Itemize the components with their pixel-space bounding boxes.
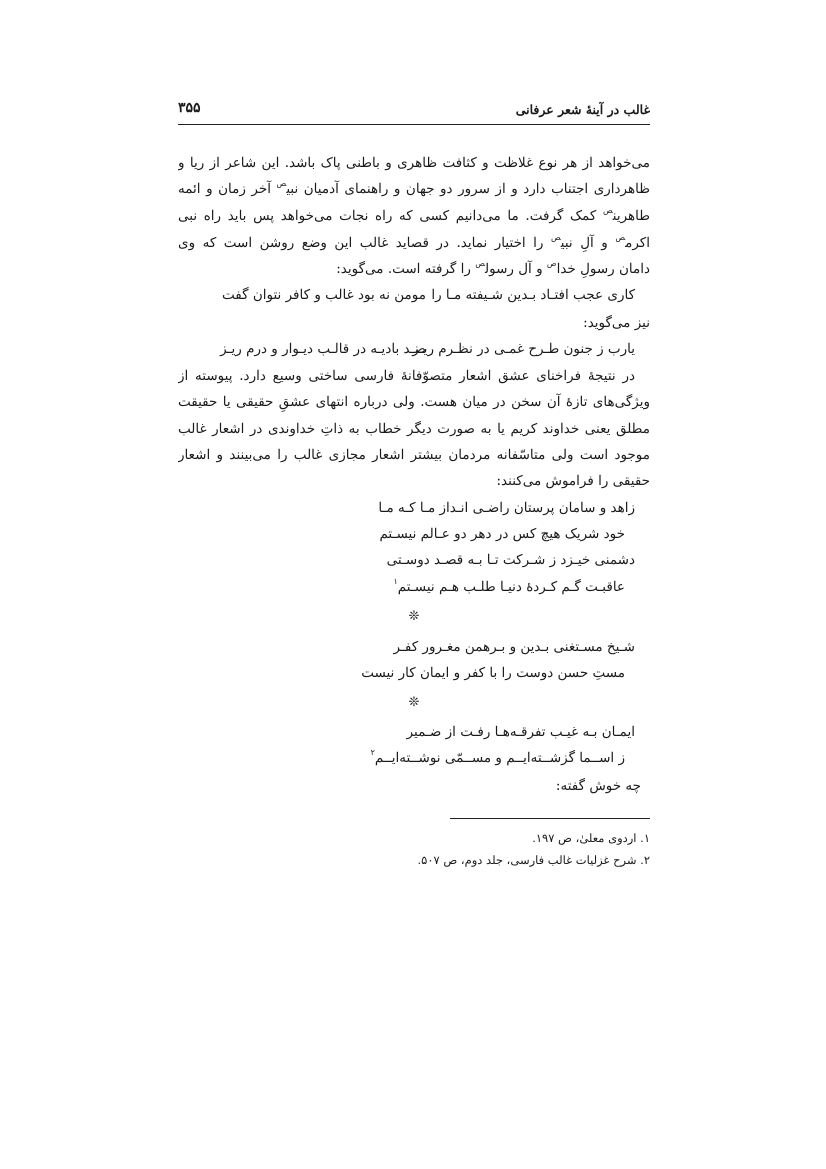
section-separator: ❊ (408, 695, 420, 710)
footnote-rule (450, 818, 650, 819)
poem-line: خود شریک هیچ کس در دهر دو عـالم نیسـتم (379, 526, 625, 542)
verse-hemistich-left: مومن نه بود غالب و کافر نتوان گفت (222, 287, 426, 303)
paragraph-line: مطلق یعنی خداوند کریم یا به صورت دیگر خطاب به ذاتِ خداوندی در اشعار غالب (178, 421, 650, 437)
verse-hemistich-right: کاری عجب افتـاد بـدین شـیفته مـا را (431, 287, 635, 303)
poem-line: ز اســما گزشــته‌ایــم و مســمّی نوشــته‌ایــم$^۲$ (370, 748, 625, 766)
footnote-ref: ۱ (393, 577, 398, 586)
running-header (178, 100, 650, 124)
section-separator: ❊ (408, 609, 420, 624)
poem-line: زاهد و سامان پرستان راضـی انـداز مـا کـه مـا (378, 500, 635, 516)
paragraph-line: دامان رسولِ خدا$^ص$ و آل رسول$^ص$ را گرفته است. می‌گوید: (336, 259, 650, 277)
poem-line: ایمـان بـه غیـب تفرقـه‌هـا رفـت از ضـمیر (406, 724, 635, 740)
paragraph-line: طاهرین$^ص$ کمک گرفت. ما می‌دانیم کسی که راه نجات می‌خواهد پس باید راه نبی (178, 206, 650, 224)
salutation-mark: ص (615, 233, 626, 242)
paragraph-line: ظاهرداری اجتناب دارد و از سرور دو جهان و راهنمای آدمیان نبی$^ص$ آخر زمان و ائمه (178, 179, 650, 197)
verse-intro: نیز می‌گوید: (583, 315, 650, 331)
salutation-mark: ص (475, 259, 486, 268)
paragraph-line: در نتیجهٔ فراخنای عشق اشعار متصوّفانهٔ فارسی ساختی وسیع دارد. پیوسته از (178, 368, 635, 384)
poem-line: مستِ حسن دوست را با کفر و ایمان کار نیست (361, 665, 625, 681)
paragraph-line: موجود است ولی متاسّفانه مردمان بیشتر اشعار مجازی غالب را می‌بینند و اشعار (178, 447, 650, 463)
paragraph-line: اکرم$^ص$ و آلِ نبی$^ص$ را اختیار نماید. در قصاید غالب این وضع روشن است که وی (178, 233, 650, 251)
poem-line: عاقبـت گـم کـردهٔ دنیـا طلـب هـم نیسـتم$^۱$ (393, 577, 625, 595)
salutation-mark: ص (550, 233, 561, 242)
salutation-mark: ص (546, 259, 557, 268)
footnote-ref: ۲ (370, 748, 375, 757)
salutation-mark: ص (602, 206, 613, 215)
closing-line: چه خوش گفته: (555, 778, 641, 794)
footnote: ۱. اردوی معلیٰ، ص ۱۹۷. (532, 831, 650, 845)
paragraph-line: حقیقی را فراموش می‌کنند: (496, 473, 650, 489)
paragraph-line: می‌خواهد از هر نوع غلاظت و کثافت ظاهری و باطنی پاک باشد. این شاعر از ریا و (178, 155, 650, 171)
page-number: ۳۵۵ (178, 100, 201, 116)
header-rule (178, 124, 650, 125)
verse-hemistich-right: یارب ز جنون طـرح غمـی در نظـرم ریـز (412, 341, 635, 357)
footnote: ۲. شرح غزلیات غالب فارسی، جلد دوم، ص ۵۰۷. (417, 853, 650, 867)
paragraph-line: ویژگی‌های تازهٔ آن سخن در میان هست. ولی درباره انتهای عشقِ حقیقی یا حقیقت (178, 394, 650, 410)
poem-line: دشمنی خیـزد ز شـرکت تـا بـه قصـد دوسـتی (386, 552, 635, 568)
verse-hemistich-left: صـد بادیـه در قالـب دیـوار و درم ریـز (220, 341, 426, 357)
running-title: غالب در آینهٔ شعر عرفانی (515, 102, 650, 117)
poem-line: شـیخ مسـتغنی بـدین و بـرهمن مغـرور کفـر (393, 639, 635, 655)
salutation-mark: ص (276, 179, 287, 188)
